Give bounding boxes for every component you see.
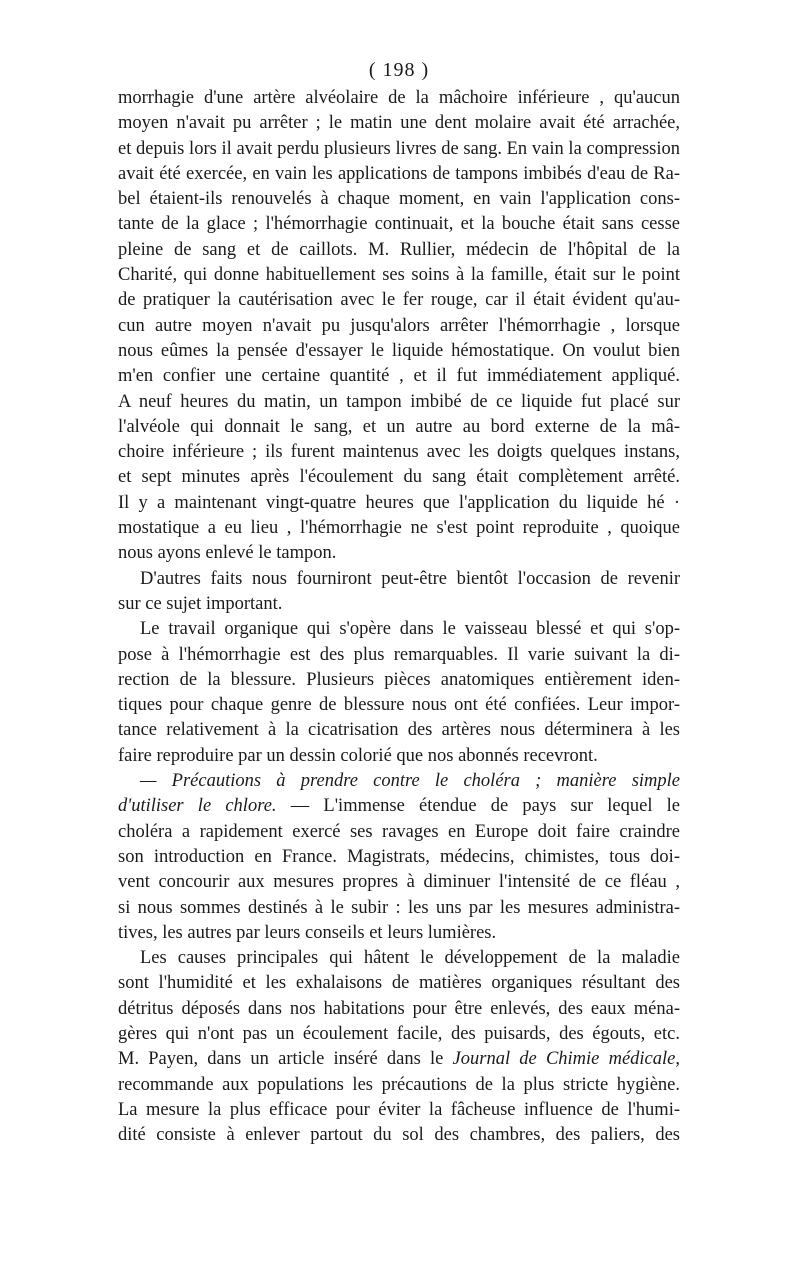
paragraph-other-facts xyxy=(118,567,680,618)
text-line: nous eûmes la pensée d'essayer le liquide hémostatique. On voulut bien xyxy=(118,340,680,361)
text-line: sont l'humidité et les exhalaisons de matières organiques résultant des xyxy=(118,973,680,994)
text-line: Il y a maintenant vingt-quatre heures que l'application du liquide hé · xyxy=(118,492,680,513)
text-line xyxy=(118,1047,680,1072)
text-line: sur ce sujet important. xyxy=(118,593,283,614)
section-heading: — Précautions à prendre contre le choléra ; manière simple xyxy=(140,771,680,792)
text-line: moyen n'avait pu arrêter ; le matin une dent molaire avait été arrachée, xyxy=(118,113,680,134)
text-line: tante de la glace ; l'hémorrhagie continuait, et la bouche était sans cesse xyxy=(118,214,680,235)
text-line: m'en confier une certaine quantité , et il fut immédiatement appliqué. xyxy=(118,366,680,387)
text-fragment: , xyxy=(675,1049,680,1070)
journal-title: Journal de Chimie médicale xyxy=(452,1049,676,1070)
text-line: tives, les autres par leurs conseils et leurs lumières. xyxy=(118,922,497,943)
text-line: son introduction en France. Magistrats, médecins, chimistes, tous doi- xyxy=(118,846,680,867)
text-line: et sept minutes après l'écoulement du sang était complètement arrêté. xyxy=(118,467,680,488)
text-line: La mesure la plus efficace pour éviter la fâcheuse influence de l'humi- xyxy=(118,1099,680,1120)
text-line: D'autres faits nous fourniront peut-être bientôt l'occasion de revenir xyxy=(140,568,680,589)
text-line: pleine de sang et de caillots. M. Rullier, médecin de l'hôpital de la xyxy=(118,239,680,260)
text-line: pose à l'hémorrhagie est des plus remarquables. Il varie suivant la di- xyxy=(118,644,680,665)
section-heading-end: d'utiliser le chlore. xyxy=(118,796,277,817)
text-line: faire reproduire par un dessin colorié que nos abonnés recevront. xyxy=(118,745,598,766)
text-line: morrhagie d'une artère alvéolaire de la mâchoire inférieure , qu'aucun xyxy=(118,88,680,108)
text-line: si nous sommes destinés à le subir : les uns par les mesures administra- xyxy=(118,897,680,918)
paragraph-cholera-precautions xyxy=(118,769,680,946)
paragraph-organic-work xyxy=(118,617,680,769)
paragraph-causes xyxy=(118,946,680,1148)
text-line: choire inférieure ; ils furent maintenus avec les doigts quelques instans, xyxy=(118,442,680,463)
text-fragment: — L'immense étendue de pays sur lequel le xyxy=(290,796,680,817)
paragraph-hemorrhage-case xyxy=(118,86,680,567)
text-line: dité consiste à enlever partout du sol des chambres, des paliers, des xyxy=(118,1125,680,1146)
text-line: nous ayons enlevé le tampon. xyxy=(118,543,337,564)
text-line: gères qui n'ont pas un écoulement facile, des puisards, des égouts, etc. xyxy=(118,1023,680,1044)
text-line xyxy=(118,794,680,819)
text-line: Charité, qui donne habituellement ses soins à la famille, était sur le point xyxy=(118,265,680,286)
page-number: ( 198 ) xyxy=(368,59,430,81)
text-line: cun autre moyen n'avait pu jusqu'alors arrêter l'hémorrhagie , lorsque xyxy=(118,315,680,336)
text-fragment: M. Payen, dans un article inséré dans le xyxy=(118,1049,444,1070)
text-line: vent concourir aux mesures propres à diminuer l'intensité de ce fléau , xyxy=(118,872,680,893)
text-line: et depuis lors il avait perdu plusieurs livres de sang. En vain la compression xyxy=(118,138,680,159)
text-line: rection de la blessure. Plusieurs pièces anatomiques entièrement iden- xyxy=(118,669,680,690)
text-line: tance relativement à la cicatrisation des artères nous déterminera à les xyxy=(118,720,680,741)
text-line: Le travail organique qui s'opère dans le vaisseau blessé et qui s'op- xyxy=(140,619,680,640)
text-line: choléra a rapidement exercé ses ravages en Europe doit faire craindre xyxy=(118,821,680,842)
text-line: A neuf heures du matin, un tampon imbibé de ce liquide fut placé sur xyxy=(118,391,680,412)
text-line: Les causes principales qui hâtent le développement de la maladie xyxy=(140,948,680,969)
text-line: mostatique a eu lieu , l'hémorrhagie ne s'est point reproduite , quoique xyxy=(118,518,680,539)
text-line: avait été exercée, en vain les applications de tampons imbibés d'eau de Ra- xyxy=(118,163,680,184)
text-line: détritus déposés dans nos habitations pour être enlevés, des eaux ména- xyxy=(118,998,680,1019)
text-line: tiques pour chaque genre de blessure nous ont été confiées. Leur impor- xyxy=(118,695,680,716)
text-line: bel étaient-ils renouvelés à chaque moment, en vain l'application cons- xyxy=(118,189,680,210)
document-page xyxy=(118,56,680,1148)
text-line: l'alvéole qui donnait le sang, et un autre au bord externe de la mâ- xyxy=(118,416,680,437)
text-line: recommande aux populations les précautions de la plus stricte hygiène. xyxy=(118,1074,680,1095)
text-line: de pratiquer la cautérisation avec le fer rouge, car il était évident qu'au- xyxy=(118,290,680,311)
